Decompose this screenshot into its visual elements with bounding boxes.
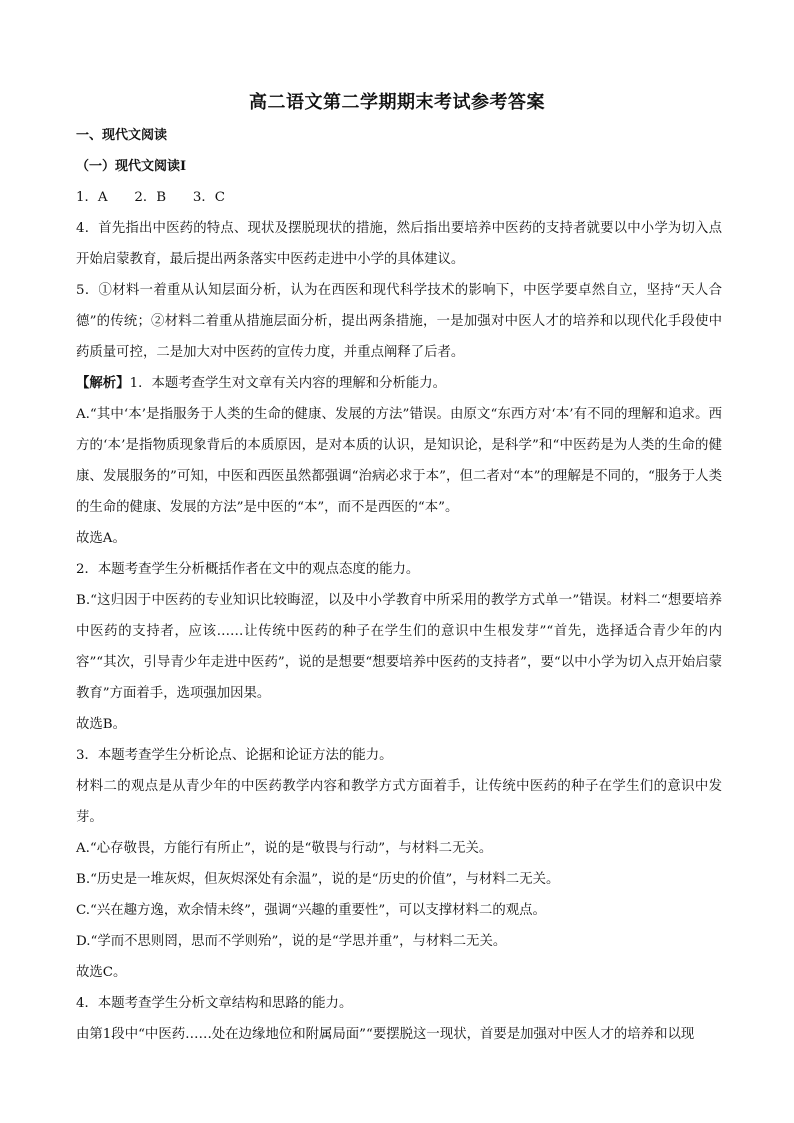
subsection-heading: （一）现代文阅读Ⅰ (76, 159, 187, 174)
analysis-q4-intro: 4．本题考查学生分析文章结构和思路的能力。 (76, 996, 353, 1011)
analysis-q1-intro: 1．本题考查学生对文章有关内容的理解和分析能力。 (129, 376, 447, 391)
analysis-q3-intro: 3．本题考查学生分析论点、论据和论证方法的能力。 (76, 748, 393, 763)
analysis-q3-choice: 故选C。 (76, 965, 127, 980)
analysis-q3-option-a: A.“心存敬畏，方能行有所止”，说的是“敬畏与行动”，与材料二无关。 (76, 841, 493, 856)
document-body (76, 120, 722, 1050)
analysis-q4-body: 由第1段中“中医药……处在边缘地位和附属局面”“要摆脱这一现状，首要是加强对中医人才的培养和以现 (76, 1027, 695, 1042)
q5-answer: 5．①材料一着重从认知层面分析，认为在西医和现代科学技术的影响下，中医学要卓然自立，坚持“天人合德”的传统；②材料二着重从措施层面分析，提出两条措施，一是加强对中医人才的培养和以现代化手段使中药质量可控，二是加大对中医药的宣传力度，并重点阐释了后者。 (76, 283, 722, 360)
page-title: 高二语文第二学期期末考试参考答案 (249, 92, 545, 113)
analysis-q2-choice: 故选B。 (76, 717, 127, 732)
answers-line: 1．A 2．B 3．C (76, 190, 226, 205)
analysis-q3-option-d: D.“学而不思则罔，思而不学则殆”，说的是“学思并重”，与材料二无关。 (76, 934, 507, 949)
analysis-label: 【解析】 (76, 375, 130, 391)
analysis-q1-choice: 故选A。 (76, 531, 126, 546)
analysis-q2-body: B.“这归因于中医药的专业知识比较晦涩，以及中小学教育中所采用的教学方式单一”错误。材料二“想要培养中医药的支持者，应该……让传统中医药的种子在学生们的意识中生根发芽”“首先，选择适合青少年的内容”“其次，引导青少年走进中医药”，说的是想要“想要培养中医药的支持者”，要“以中小学为切入点开始启蒙教育”方面着手，选项强加因果。 (76, 593, 722, 701)
analysis-q3-option-c: C.“兴在趣方逸，欢余情未终”，强调“兴趣的重要性”，可以支撑材料二的观点。 (76, 903, 546, 918)
analysis-q2-intro: 2．本题考查学生分析概括作者在文中的观点态度的能力。 (76, 562, 420, 577)
analysis-q3-body: 材料二的观点是从青少年的中医药教学内容和教学方式方面着手，让传统中医药的种子在学生们的意识中发芽。 (76, 779, 722, 825)
analysis-q3-option-b: B.“历史是一堆灰烬，但灰烬深处有余温”，说的是“历史的价值”，与材料二无关。 (76, 872, 560, 887)
section-heading: 一、现代文阅读 (76, 128, 168, 143)
analysis-q1-intro-line (76, 368, 722, 399)
q4-answer: 4．首先指出中医药的特点、现状及摆脱现状的措施，然后指出要培养中医药的支持者就要以中小学为切入点开始启蒙教育，最后提出两条落实中医药走进中小学的具体建议。 (76, 221, 722, 267)
analysis-q1-body: A.“其中‘本’是指服务于人类的生命的健康、发展的方法”错误。由原文“东西方对‘本’有不同的理解和追求。西方的‘本’是指物质现象背后的本质原因，是对本质的认识，是知识论，是科学”和“中医药是为人类的生命的健康、发展服务的”可知，中医和西医虽然都强调“治病必求于本”，但二者对“本”的理解是不同的，“服务于人类的生命的健康、发展的方法”是中医的“本”，而不是西医的“本”。 (76, 407, 722, 515)
